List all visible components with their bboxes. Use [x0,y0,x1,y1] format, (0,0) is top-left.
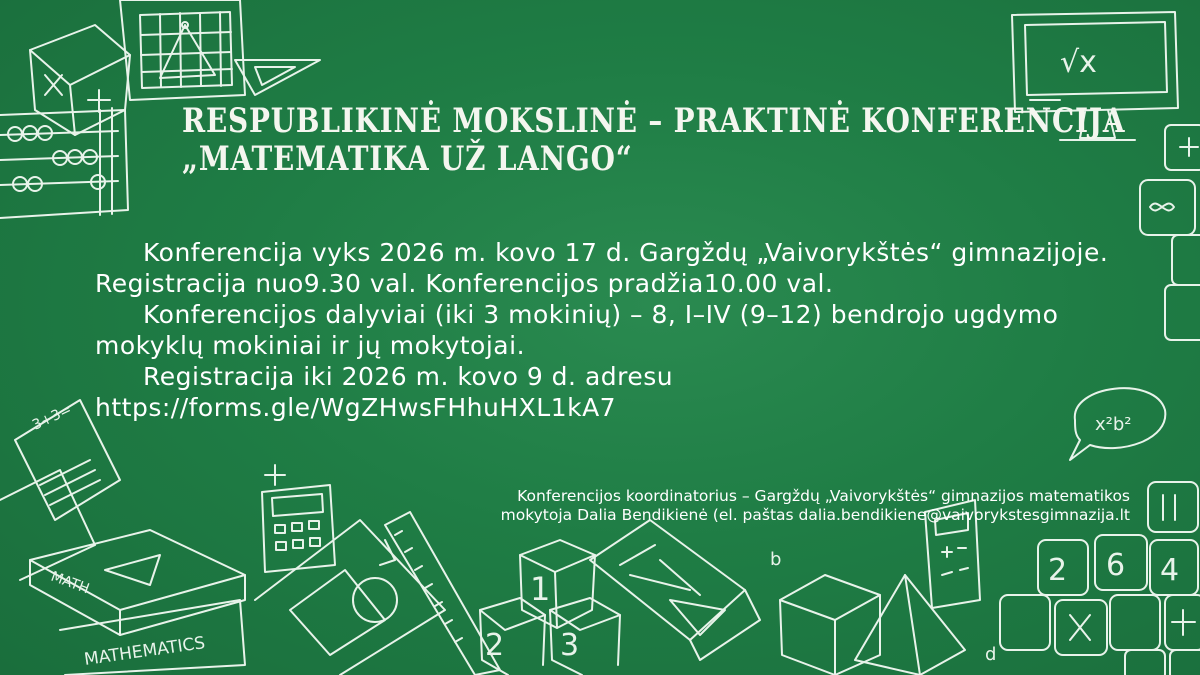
svg-text:4: 4 [1160,553,1180,588]
coordinator-line-1: Konferencijos koordinatorius – Gargždų „Vaivorykštės“ gimnazijos matematikos [517,487,1130,505]
number-cubes-icon [480,540,620,675]
math-books-icon [30,530,245,675]
svg-text:b: b [770,549,782,570]
dice-stack-right-icon [1140,125,1200,340]
svg-text:MATH: MATH [48,568,92,598]
svg-text:3: 3 [560,628,580,663]
details-paragraph-registration: Registracija iki 2026 m. kovo 9 d. adresu https://forms.gle/WgZHwsFHhuHXL1kA7 [95,362,674,422]
geometric-shapes-icon [770,549,996,675]
details-paragraph-participants: Konferencijos dalyviai (iki 3 mokinių) – 8, I–IV (9–12) bendrojo ugdymo mokyklų mokiniai ir jų mokytojai. [95,300,1059,360]
svg-text:2: 2 [485,628,505,663]
svg-text:3+3=: 3+3= [29,401,75,434]
svg-text:2: 2 [1048,553,1068,588]
ruler-icon [385,512,500,675]
svg-text:MATHEMATICS: MATHEMATICS [82,633,207,670]
abacus-icon [0,108,128,218]
coordinator-line-2: mokytoja Dalia Bendikienė (el. paštas dalia.bendikiene@vaivorykstesgimnazija.lt [500,506,1130,524]
svg-text:√x: √x [1060,45,1097,80]
open-book-icon [590,520,760,660]
svg-text:6: 6 [1106,548,1126,583]
svg-text:1: 1 [530,570,551,608]
title-line-1: RESPUBLIKINĖ MOKSLINĖ – PRAKTINĖ KONFERENCIJA [182,101,1126,141]
calculator-icon [262,465,335,572]
svg-text:x²b²: x²b² [1095,414,1132,435]
dice-top-left-icon [30,25,130,135]
coordinator-info [380,487,1130,525]
event-details [95,237,1135,423]
graph-paper-icon [120,0,245,100]
title-line-2: „MATEMATIKA UŽ LANGO“ [182,139,633,179]
svg-text:d: d [985,644,997,665]
geometry-notebook-icon [255,520,445,675]
details-paragraph-date: Konferencija vyks 2026 m. kovo 17 d. Gargždų „Vaivorykštės“ gimnazijoje. Registracija nuo9.30 val. Konferencijos pradžia10.00 val. [95,238,1109,298]
set-square-icon [235,60,320,95]
